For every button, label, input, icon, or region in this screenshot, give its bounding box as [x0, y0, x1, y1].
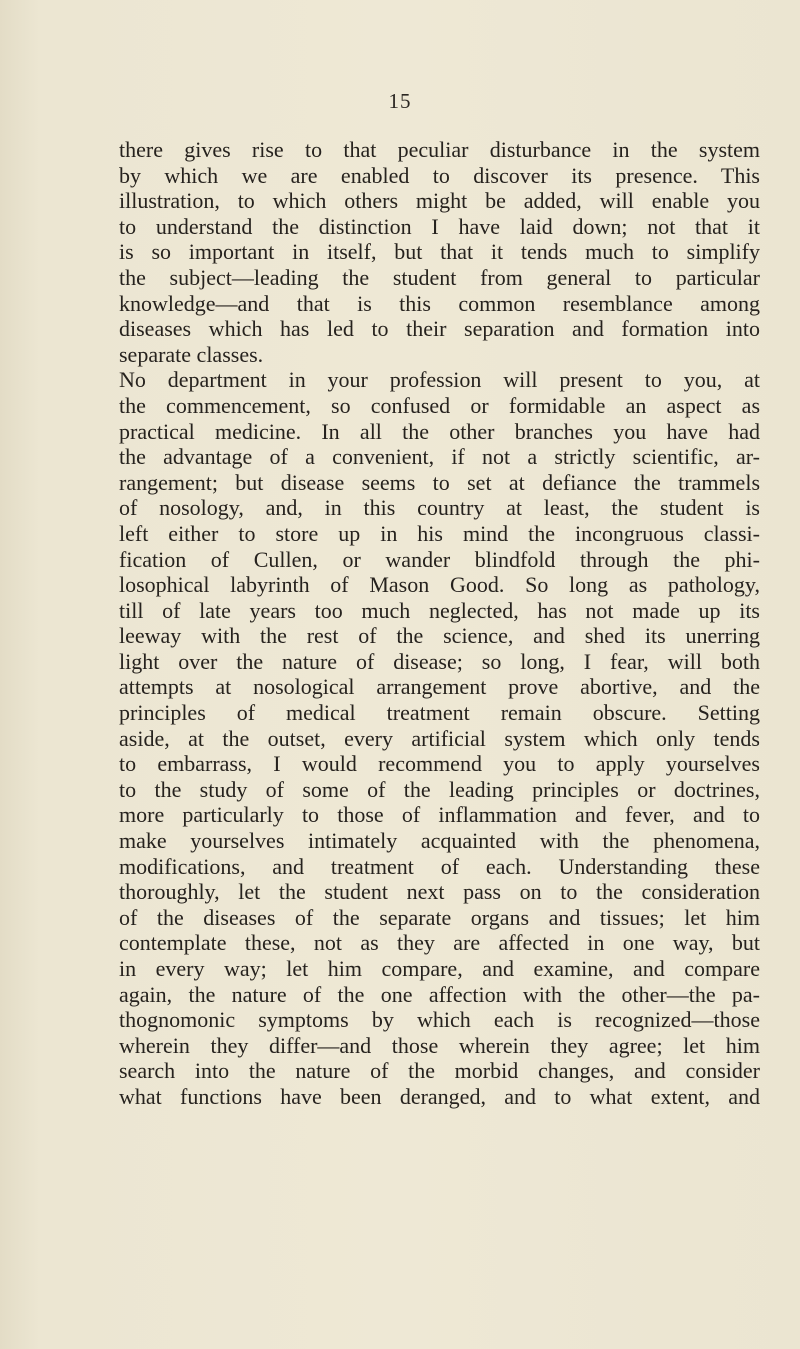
text-line: leeway with the rest of the science, and shed its unerring [119, 623, 760, 649]
text-line: practical medicine. In all the other branches you have had [119, 418, 760, 444]
text-line: by which we are enabled to discover its presence. This [119, 162, 760, 188]
text-line: contemplate these, not as they are affected in one way, but [119, 930, 760, 956]
text-line: attempts at nosological arrangement prove abortive, and the [119, 674, 760, 700]
text-line: diseases which has led to their separation and formation into [119, 316, 760, 342]
text-line: of nosology, and, in this country at least, the student is [119, 495, 760, 521]
text-line: fication of Cullen, or wander blindfold through the phi- [119, 546, 760, 572]
text-line: to understand the distinction I have laid down; not that it [119, 213, 760, 239]
text-line: of the diseases of the separate organs and tissues; let him [119, 904, 760, 930]
body-text [119, 137, 760, 1110]
text-line: the advantage of a convenient, if not a strictly scientific, ar- [119, 444, 760, 470]
text-line: what functions have been deranged, and to what extent, and [119, 1083, 760, 1109]
text-line: losophical labyrinth of Mason Good. So long as pathology, [119, 572, 760, 598]
text-line: left either to store up in his mind the incongruous classi- [119, 520, 760, 546]
text-line: there gives rise to that peculiar disturbance in the system [119, 137, 760, 162]
text-line: to embarrass, I would recommend you to apply yourselves [119, 751, 760, 777]
text-line: separate classes. [119, 341, 264, 367]
text-line: No department in your profession will present to you, at [119, 367, 760, 393]
text-line: aside, at the outset, every artificial system which only tends [119, 725, 760, 751]
text-line: make yourselves intimately acquainted with the phenomena, [119, 828, 760, 854]
text-line: to the study of some of the leading principles or doctrines, [119, 776, 760, 802]
text-line: thoroughly, let the student next pass on to the consideration [119, 879, 760, 905]
text-line: illustration, to which others might be added, will enable you [119, 188, 760, 214]
text-line: the commencement, so confused or formidable an aspect as [119, 392, 760, 418]
text-line: more particularly to those of inflammation and fever, and to [119, 802, 760, 828]
text-line: thognomonic symptoms by which each is recognized—those [119, 1007, 760, 1033]
text-line: modifications, and treatment of each. Understanding these [119, 853, 760, 879]
text-line: in every way; let him compare, and examine, and compare [119, 956, 760, 981]
text-line: is so important in itself, but that it tends much to simplify [119, 239, 760, 265]
text-line: wherein they differ—and those wherein they agree; let him [119, 1032, 760, 1058]
text-line: till of late years too much neglected, has not made up its [119, 597, 760, 623]
text-line: the subject—leading the student from general to particular [119, 264, 760, 290]
text-line: light over the nature of disease; so long, I fear, will both [119, 648, 760, 674]
text-line: search into the nature of the morbid changes, and consider [119, 1058, 760, 1084]
text-line: rangement; but disease seems to set at defiance the trammels [119, 469, 760, 495]
text-line: knowledge—and that is this common resemblance among [119, 290, 760, 316]
text-line: principles of medical treatment remain obscure. Setting [119, 700, 760, 726]
page-number: 15 [388, 89, 412, 113]
text-line: again, the nature of the one affection with the other—the pa- [119, 981, 760, 1007]
